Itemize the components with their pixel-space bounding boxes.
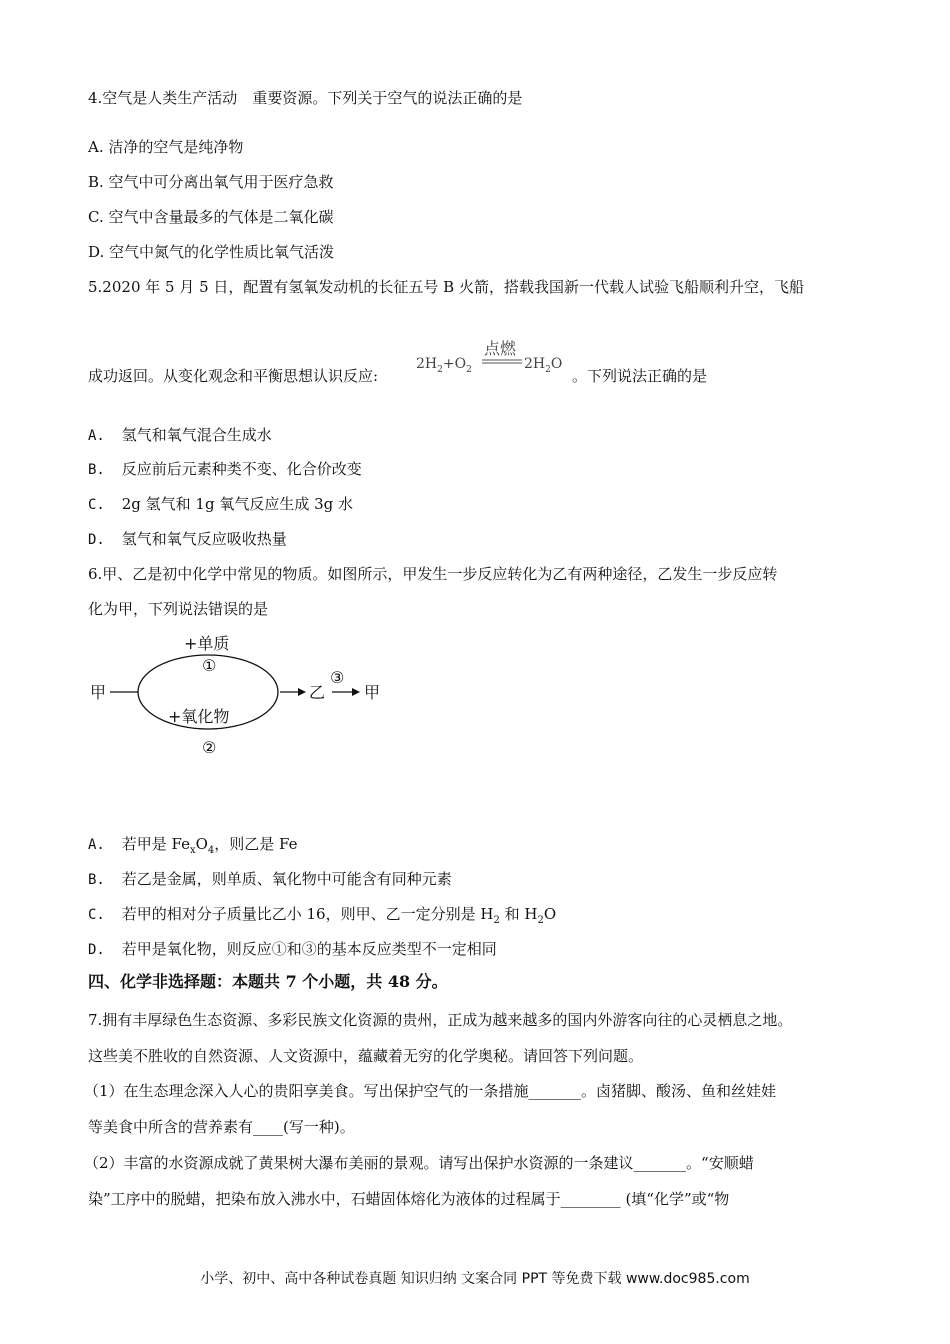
q4-option-d: D. 空气中氮气的化学性质比氧气活泼	[88, 243, 335, 261]
q6-option-d	[88, 939, 497, 960]
q4-option-a: A. 洁净的空气是纯净物	[88, 138, 244, 156]
eq-sub-2: 2	[466, 364, 472, 375]
page-footer: 小学、初中、高中各种试卷真题 知识归纳 文案合同 PPT 等免费下载 www.doc985.com	[200, 1271, 750, 1287]
q7-line6: 染”工序中的脱蜡，把染布放入沸水中，石蜡固体熔化为液体的过程属于________ (填“化学”或“物	[88, 1190, 730, 1208]
q5-stem-after: 。下列说法正确的是	[572, 367, 708, 385]
q6-c-sub-2: 2	[537, 915, 544, 926]
eq-condition: 点燃	[484, 339, 517, 358]
q5-option-a-letter: A.	[88, 428, 105, 444]
diagram-arrowhead-2	[352, 688, 360, 696]
q5-option-c-letter: C.	[88, 497, 105, 513]
q6-a-part1: 若甲是 Fe	[121, 835, 190, 853]
eq-right-tail: O	[550, 356, 563, 372]
q6-a-sub-x: x	[189, 845, 196, 856]
q6-option-c-text	[121, 905, 557, 926]
q7-line3: （1）在生态理念深入人心的贵阳享美食。写出保护空气的一条措施_______。卤猪脚、酸汤、鱼和丝娃娃	[84, 1082, 777, 1100]
eq-sub-3: 2	[545, 364, 551, 375]
q5-option-c-text: 2g 氢气和 1g 氧气反应生成 3g 水	[121, 495, 353, 513]
eq-sub-1: 2	[437, 364, 443, 375]
q5-option-d-letter: D.	[88, 532, 105, 548]
q6-a-part2: O	[195, 835, 208, 853]
q5-option-b-letter: B.	[88, 462, 105, 478]
q5-option-d	[88, 529, 287, 550]
q4-option-c: C. 空气中含量最多的气体是二氧化碳	[88, 208, 334, 226]
eq-right: 2H	[524, 356, 546, 372]
q6-option-d-text: 若甲是氧化物，则反应①和③的基本反应类型不一定相同	[121, 940, 497, 958]
q6-c-sub-1: 2	[493, 915, 500, 926]
section-heading: 四、化学非选择题：本题共 7 个小题，共 48 分。	[88, 972, 448, 991]
q6-stem-line2: 化为甲，下列说法错误的是	[88, 600, 269, 618]
diagram-start: 甲	[90, 683, 107, 702]
q6-diagram	[80, 625, 400, 765]
q6-c-part1: 若甲的相对分子质量比乙小 16，则甲、乙一定分别是 H	[121, 905, 494, 923]
q7-line5: （2）丰富的水资源成就了黄果树大瀑布美丽的景观。请写出保护水资源的一条建议_______。“安顺蜡	[84, 1154, 754, 1172]
eq-double-bar	[482, 358, 524, 366]
q6-option-c	[88, 904, 556, 931]
diagram-middle: 乙	[309, 683, 326, 702]
q7-line2: 这些美不胜收的自然资源、人文资源中，蕴藏着无穷的化学奥秘。请回答下列问题。	[88, 1047, 644, 1065]
diagram-end: 甲	[364, 683, 381, 702]
q6-option-c-letter: C.	[88, 907, 105, 923]
q5-option-a-text: 氢气和氧气混合生成水	[121, 426, 272, 444]
q5-option-c	[88, 494, 353, 515]
diagram-step-num: ③	[330, 668, 345, 687]
q5-option-a	[88, 425, 272, 446]
q7-line1: 7.拥有丰厚绿色生态资源、多彩民族文化资源的贵州，正成为越来越多的国内外游客向往的心灵栖息之地。	[88, 1011, 793, 1029]
q5-option-b	[88, 459, 362, 480]
diagram-bottom-num: ②	[202, 738, 217, 757]
q6-option-a	[88, 834, 298, 861]
q6-a-sub-4: 4	[207, 845, 215, 856]
q5-equation-right	[524, 356, 562, 375]
q6-option-a-letter: A.	[88, 837, 105, 853]
q5-equation	[416, 356, 472, 375]
q4-stem: 4.空气是人类生产活动 重要资源。下列关于空气的说法正确的是	[88, 89, 523, 107]
q6-a-part3: ，则乙是 Fe	[214, 835, 298, 853]
q6-c-part3: O	[543, 905, 557, 923]
diagram-bottom-label: +氧化物	[168, 707, 230, 726]
q6-option-a-text	[121, 835, 298, 856]
q6-option-b	[88, 869, 452, 890]
q5-stem-line1: 5.2020 年 5 月 5 日，配置有氢氧发动机的长征五号 B 火箭，搭载我国新一代载人试验飞船顺利升空，飞船	[88, 278, 804, 296]
q5-option-d-text: 氢气和氧气反应吸收热量	[121, 530, 287, 548]
q6-option-d-letter: D.	[88, 942, 105, 958]
eq-left: 2H	[416, 356, 438, 372]
eq-plus: +O	[442, 356, 467, 372]
q4-option-b: B. 空气中可分离出氧气用于医疗急救	[88, 173, 334, 191]
q5-stem-before: 成功返回。从变化观念和平衡思想认识反应:	[88, 367, 379, 385]
diagram-top-label: +单质	[184, 634, 230, 653]
diagram-arrowhead-1	[298, 688, 306, 696]
q6-option-b-text: 若乙是金属，则单质、氧化物中可能含有同种元素	[121, 870, 452, 888]
q5-option-b-text: 反应前后元素种类不变、化合价改变	[121, 460, 362, 478]
q5-stem-line2	[88, 366, 378, 386]
q7-line4: 等美食中所含的营养素有____(写一种)。	[88, 1118, 355, 1136]
q6-stem-line1: 6.甲、乙是初中化学中常见的物质。如图所示，甲发生一步反应转化为乙有两种途径，乙发生一步反应转	[88, 565, 778, 583]
q6-option-b-letter: B.	[88, 872, 105, 888]
q6-c-part2: 和 H	[499, 905, 538, 923]
diagram-top-num: ①	[202, 656, 217, 675]
